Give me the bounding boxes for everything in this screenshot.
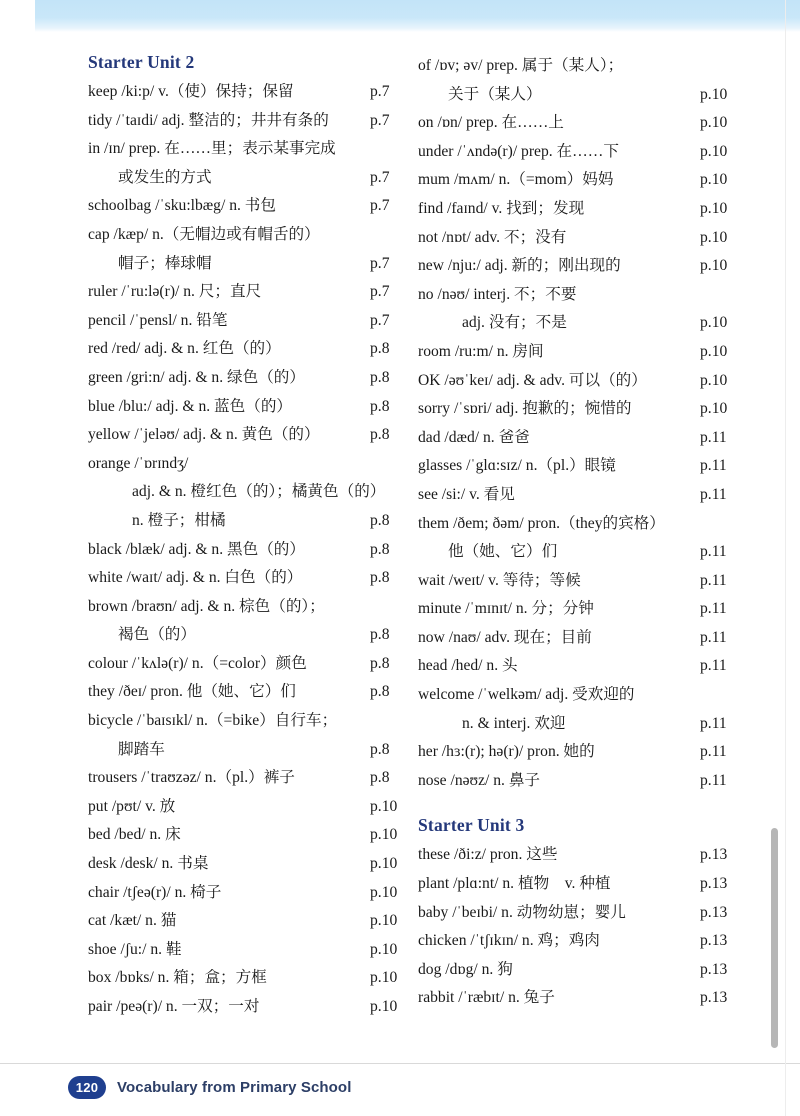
entry-line: ruler /ˈru:lə(r)/ n. 尺；直尺	[88, 283, 262, 301]
vocabulary-entry	[88, 907, 406, 936]
page-reference: p.8	[370, 569, 390, 587]
footer-inner	[68, 1076, 351, 1099]
entry-line: no /nəʊ/ interj. 不；不要	[418, 285, 577, 303]
vocabulary-entry	[418, 899, 736, 928]
entry-line: desk /desk/ n. 书桌	[88, 855, 209, 873]
entry-line: these /ði:z/ pron. 这些	[418, 846, 558, 864]
entry-line: bed /bed/ n. 床	[88, 826, 181, 844]
vocabulary-entry	[88, 364, 406, 393]
page-reference: p.11	[700, 771, 727, 789]
entry-text-lines	[418, 367, 686, 396]
vocabulary-entry	[418, 984, 736, 1013]
page-reference: p.13	[700, 989, 728, 1007]
entry-line: shoe /ʃu:/ n. 鞋	[88, 940, 182, 958]
page-reference: p.8	[370, 340, 390, 358]
vocabulary-entry	[418, 652, 736, 681]
footer-section-title: Vocabulary from Primary School	[117, 1079, 352, 1096]
entry-text-lines	[88, 364, 356, 393]
entry-text-lines	[88, 78, 356, 107]
vocabulary-entry	[418, 281, 736, 338]
vocabulary-entry	[88, 821, 406, 850]
page-reference: p.8	[370, 368, 390, 386]
entry-line: n. 橙子；柑橘	[132, 511, 226, 529]
entry-line: sorry /ˈsɒri/ adj. 抱歉的；惋惜的	[418, 400, 632, 418]
vocabulary-entry	[418, 452, 736, 481]
page-reference: p.11	[700, 600, 727, 618]
entry-line: minute /ˈmɪnɪt/ n. 分；分钟	[418, 600, 594, 618]
page-reference: p.7	[370, 283, 390, 301]
vocabulary-entry	[418, 395, 736, 424]
entry-line: glasses /ˈglɑ:sɪz/ n.（pl.）眼镜	[418, 457, 616, 475]
entry-text-lines	[88, 907, 356, 936]
vocabulary-entry	[88, 335, 406, 364]
entry-text-lines	[88, 107, 356, 136]
vocabulary-entry	[418, 166, 736, 195]
entry-line: chair /tʃeə(r)/ n. 椅子	[88, 883, 222, 901]
entry-text-lines	[418, 899, 686, 928]
page-reference: p.11	[700, 485, 727, 503]
page-reference: p.10	[700, 228, 728, 246]
entry-line: green /gri:n/ adj. & n. 绿色（的）	[88, 368, 305, 386]
page-reference: p.10	[700, 142, 728, 160]
page-reference: p.8	[370, 511, 390, 529]
vocabulary-entry	[418, 681, 736, 738]
page-reference: p.11	[700, 543, 727, 561]
entry-line: them /ðem; ðəm/ pron.（they的宾格）	[418, 514, 665, 532]
vocabulary-entry	[418, 595, 736, 624]
page-reference: p.10	[700, 171, 728, 189]
page-reference: p.11	[700, 628, 727, 646]
vocabulary-entry	[88, 564, 406, 593]
vocabulary-entry	[418, 624, 736, 653]
right-column	[418, 52, 736, 1013]
entry-text-lines	[418, 252, 686, 281]
page-reference: p.8	[370, 683, 390, 701]
entry-text-lines	[418, 109, 686, 138]
entry-line: pair /peə(r)/ n. 一双；一对	[88, 998, 260, 1015]
entry-text-lines	[418, 984, 686, 1013]
entry-text-lines	[88, 335, 356, 364]
entry-text-lines	[418, 338, 686, 367]
page-reference: p.11	[700, 457, 727, 475]
unit-heading-starter-unit-3: Starter Unit 3	[418, 815, 525, 836]
entry-text-lines	[418, 224, 686, 253]
entry-text-lines	[418, 52, 686, 109]
entry-text-lines	[88, 793, 356, 822]
entry-line: on /ɒn/ prep. 在……上	[418, 114, 564, 132]
vocabulary-entry	[418, 138, 736, 167]
page-reference: p.10	[370, 797, 398, 815]
entry-line: OK /əʊˈkeɪ/ adj. & adv. 可以（的）	[418, 371, 647, 389]
vocabulary-entry	[418, 252, 736, 281]
vocabulary-entry	[88, 993, 406, 1022]
entry-text-lines	[88, 192, 356, 221]
vocabulary-entry	[418, 870, 736, 899]
entry-line: they /ðeɪ/ pron. 他（她、它）们	[88, 683, 296, 701]
page-left-gutter	[0, 0, 35, 1116]
entry-text-lines	[418, 624, 686, 653]
page-reference: p.10	[370, 912, 398, 930]
page-footer	[0, 1063, 800, 1116]
entry-line: plant /plɑ:nt/ n. 植物 v. 种植	[418, 875, 611, 893]
vocabulary-entry	[88, 850, 406, 879]
page-reference: p.8	[370, 540, 390, 558]
entry-line: box /bɒks/ n. 箱；盒；方框	[88, 969, 267, 987]
vocabulary-entry	[88, 307, 406, 336]
entry-line: mum /mʌm/ n.（=mom）妈妈	[418, 171, 614, 189]
page-reference: p.10	[370, 826, 398, 844]
vocabulary-entry	[88, 964, 406, 993]
vocabulary-entry	[418, 195, 736, 224]
vocabulary-entry	[418, 224, 736, 253]
entry-text-lines	[88, 593, 356, 650]
page-reference: p.7	[370, 83, 390, 100]
entry-text-lines	[88, 993, 356, 1022]
entry-line: baby /ˈbeɪbi/ n. 动物幼崽；婴儿	[418, 903, 626, 921]
entry-text-lines	[88, 278, 356, 307]
entry-line: now /naʊ/ adv. 现在；目前	[418, 628, 592, 646]
entry-line: pencil /ˈpensl/ n. 铅笔	[88, 311, 228, 329]
page-reference: p.8	[370, 626, 390, 644]
vocabulary-entry	[418, 738, 736, 767]
vocabulary-entry	[88, 135, 406, 192]
vertical-scrollbar-thumb[interactable]	[771, 828, 778, 1048]
page-reference: p.10	[370, 855, 398, 873]
vocabulary-entry	[88, 879, 406, 908]
page-reference: p.11	[700, 743, 727, 761]
page-reference: p.7	[370, 111, 390, 129]
vocabulary-entry	[88, 221, 406, 278]
entry-line: new /nju:/ adj. 新的；刚出现的	[418, 257, 621, 275]
entry-line: red /red/ adj. & n. 红色（的）	[88, 340, 281, 358]
page-reference: p.10	[370, 998, 398, 1015]
page-reference: p.11	[700, 428, 727, 446]
entry-line: head /hed/ n. 头	[418, 657, 518, 675]
entry-line: 脚踏车	[118, 740, 165, 758]
entry-line: dog /dɒg/ n. 狗	[418, 960, 513, 978]
page-reference: p.10	[700, 199, 728, 217]
entry-line: not /nɒt/ adv. 不；没有	[418, 228, 567, 246]
vocabulary-entry	[418, 52, 736, 109]
entry-text-lines	[418, 452, 686, 481]
entry-line: wait /weɪt/ v. 等待；等候	[418, 571, 581, 589]
page-reference: p.10	[370, 940, 398, 958]
vocabulary-entry	[418, 927, 736, 956]
vocabulary-entry	[418, 481, 736, 510]
page-reference: p.13	[700, 903, 728, 921]
page-reference: p.11	[700, 714, 727, 732]
entry-line: chicken /ˈtʃɪkɪn/ n. 鸡；鸡肉	[418, 932, 600, 950]
page-reference: p.8	[370, 654, 390, 672]
entry-text-lines	[418, 681, 686, 738]
entry-text-lines	[418, 281, 686, 338]
entry-line: colour /ˈkʌlə(r)/ n.（=color）颜色	[88, 654, 307, 672]
vocabulary-entry	[88, 192, 406, 221]
vocabulary-entry	[418, 510, 736, 567]
entry-line: 褐色（的）	[118, 626, 196, 644]
vocabulary-entry	[88, 793, 406, 822]
entry-text-lines	[88, 393, 356, 422]
vocabulary-entry	[88, 678, 406, 707]
entry-line: of /ɒv; əv/ prep. 属于（某人）；	[418, 57, 624, 74]
entry-text-lines	[88, 879, 356, 908]
entry-text-lines	[418, 841, 686, 870]
entry-line: brown /braʊn/ adj. & n. 棕色（的）；	[88, 597, 325, 615]
entry-line: nose /nəʊz/ n. 鼻子	[418, 771, 541, 789]
entry-line: cap /kæp/ n.（无帽边或有帽舌的）	[88, 225, 320, 243]
page-reference: p.10	[700, 85, 728, 103]
entry-line: black /blæk/ adj. & n. 黑色（的）	[88, 540, 305, 558]
entry-text-lines	[88, 564, 356, 593]
right-entry-list	[418, 52, 736, 795]
vocabulary-entry	[88, 650, 406, 679]
entry-line: 帽子；棒球帽	[118, 254, 212, 272]
page-reference: p.10	[370, 883, 398, 901]
entry-line: adj. & n. 橙红色（的）；橘黄色（的）	[132, 483, 386, 501]
entry-text-lines	[88, 536, 356, 565]
entry-text-lines	[418, 195, 686, 224]
entry-line: orange /ˈɒrɪndʒ/	[88, 454, 189, 472]
entry-line: trousers /ˈtraʊzəz/ n.（pl.）裤子	[88, 769, 295, 787]
page-reference: p.13	[700, 960, 728, 978]
entry-text-lines	[88, 307, 356, 336]
vertical-scrollbar-track[interactable]	[785, 0, 800, 1116]
vocabulary-entry	[88, 107, 406, 136]
page-reference: p.10	[700, 342, 728, 360]
entry-text-lines	[418, 595, 686, 624]
page-reference: p.13	[700, 932, 728, 950]
entry-line: yellow /ˈjeləʊ/ adj. & n. 黄色（的）	[88, 426, 320, 444]
page-number-badge: 120	[68, 1076, 106, 1099]
vocabulary-entry	[418, 109, 736, 138]
entry-line: bicycle /ˈbaɪsɪkl/ n.（=bike）自行车；	[88, 712, 338, 730]
vocabulary-entry	[418, 367, 736, 396]
vocabulary-entry	[88, 393, 406, 422]
entry-text-lines	[88, 421, 356, 450]
page-reference: p.7	[370, 311, 390, 329]
page-reference: p.8	[370, 426, 390, 444]
entry-text-lines	[88, 678, 356, 707]
entry-text-lines	[418, 567, 686, 596]
page-reference: p.10	[370, 969, 398, 987]
entry-text-lines	[418, 767, 686, 796]
page-reference: p.11	[700, 571, 727, 589]
vocabulary-entry	[88, 421, 406, 450]
entry-text-lines	[88, 707, 356, 764]
page-reference: p.10	[700, 314, 728, 332]
entry-text-lines	[88, 650, 356, 679]
entry-line: tidy /ˈtaɪdi/ adj. 整洁的；井井有条的	[88, 111, 329, 129]
page-reference: p.8	[370, 769, 390, 787]
page-reference: p.7	[370, 197, 390, 215]
entry-line: dad /dæd/ n. 爸爸	[418, 428, 530, 446]
entry-line: cat /kæt/ n. 猫	[88, 912, 177, 930]
entry-line: see /si:/ v. 看见	[418, 485, 515, 503]
entry-line: rabbit /ˈræbɪt/ n. 兔子	[418, 989, 555, 1007]
entry-text-lines	[88, 936, 356, 965]
page-reference: p.10	[700, 400, 728, 418]
entry-line: white /waɪt/ adj. & n. 白色（的）	[88, 569, 303, 587]
entry-text-lines	[418, 738, 686, 767]
entry-line: under /ˈʌndə(r)/ prep. 在……下	[418, 142, 619, 160]
vocabulary-entry	[418, 424, 736, 453]
entry-line: in /ɪn/ prep. 在……里；表示某事完成	[88, 140, 336, 158]
entry-line: 关于（某人）	[448, 85, 542, 103]
vocabulary-entry	[88, 936, 406, 965]
unit-heading-starter-unit-2: Starter Unit 2	[88, 52, 195, 72]
entry-text-lines	[418, 395, 686, 424]
vocabulary-entry	[88, 764, 406, 793]
decorative-top-band	[35, 0, 800, 32]
entry-line: blue /blu:/ adj. & n. 蓝色（的）	[88, 397, 293, 415]
entry-text-lines	[88, 821, 356, 850]
entry-line: her /hɜ:(r); hə(r)/ pron. 她的	[418, 743, 595, 761]
page-reference: p.8	[370, 397, 390, 415]
vocabulary-entry	[418, 956, 736, 985]
unit3-entry-list	[418, 841, 736, 1013]
entry-text-lines	[418, 870, 686, 899]
vocabulary-entry	[418, 567, 736, 596]
entry-line: room /ru:m/ n. 房间	[418, 342, 544, 360]
entry-line: find /faɪnd/ v. 找到；发现	[418, 199, 585, 217]
entry-text-lines	[418, 956, 686, 985]
entry-line: adj. 没有；不是	[462, 314, 567, 332]
entry-text-lines	[418, 510, 686, 567]
vocabulary-entry	[88, 593, 406, 650]
vocabulary-entry	[88, 536, 406, 565]
entry-text-lines	[418, 652, 686, 681]
vocabulary-entry	[88, 450, 406, 536]
page-reference: p.10	[700, 114, 728, 132]
entry-line: 或发生的方式	[118, 168, 212, 186]
page-reference: p.11	[700, 657, 727, 675]
entry-line: 他（她、它）们	[448, 543, 558, 561]
left-column	[88, 52, 406, 1022]
entry-text-lines	[418, 424, 686, 453]
vocabulary-entry	[88, 278, 406, 307]
vocabulary-entry	[88, 707, 406, 764]
page-reference: p.13	[700, 846, 728, 864]
entry-line: put /pʊt/ v. 放	[88, 797, 176, 815]
entry-text-lines	[88, 221, 356, 278]
entry-line: n. & interj. 欢迎	[462, 714, 566, 732]
entry-text-lines	[88, 764, 356, 793]
entry-line: schoolbag /ˈsku:lbæg/ n. 书包	[88, 197, 276, 215]
vocabulary-entry	[418, 767, 736, 796]
entry-text-lines	[88, 850, 356, 879]
page-reference: p.13	[700, 875, 728, 893]
page-reference: p.10	[700, 257, 728, 275]
entry-text-lines	[418, 166, 686, 195]
entry-text-lines	[88, 135, 356, 192]
entry-line: welcome /ˈwelkəm/ adj. 受欢迎的	[418, 686, 635, 704]
page-reference: p.7	[370, 168, 390, 186]
vocabulary-entry	[88, 78, 406, 107]
vocabulary-entry	[418, 338, 736, 367]
page-reference: p.8	[370, 740, 390, 758]
entry-text-lines	[418, 927, 686, 956]
entry-text-lines	[418, 138, 686, 167]
vocabulary-entry	[418, 841, 736, 870]
page-reference: p.7	[370, 254, 390, 272]
page-reference: p.10	[700, 371, 728, 389]
entry-line: keep /ki:p/ v.（使）保持；保留	[88, 83, 294, 100]
entry-text-lines	[88, 964, 356, 993]
entry-text-lines	[418, 481, 686, 510]
left-entry-list	[88, 78, 406, 1022]
